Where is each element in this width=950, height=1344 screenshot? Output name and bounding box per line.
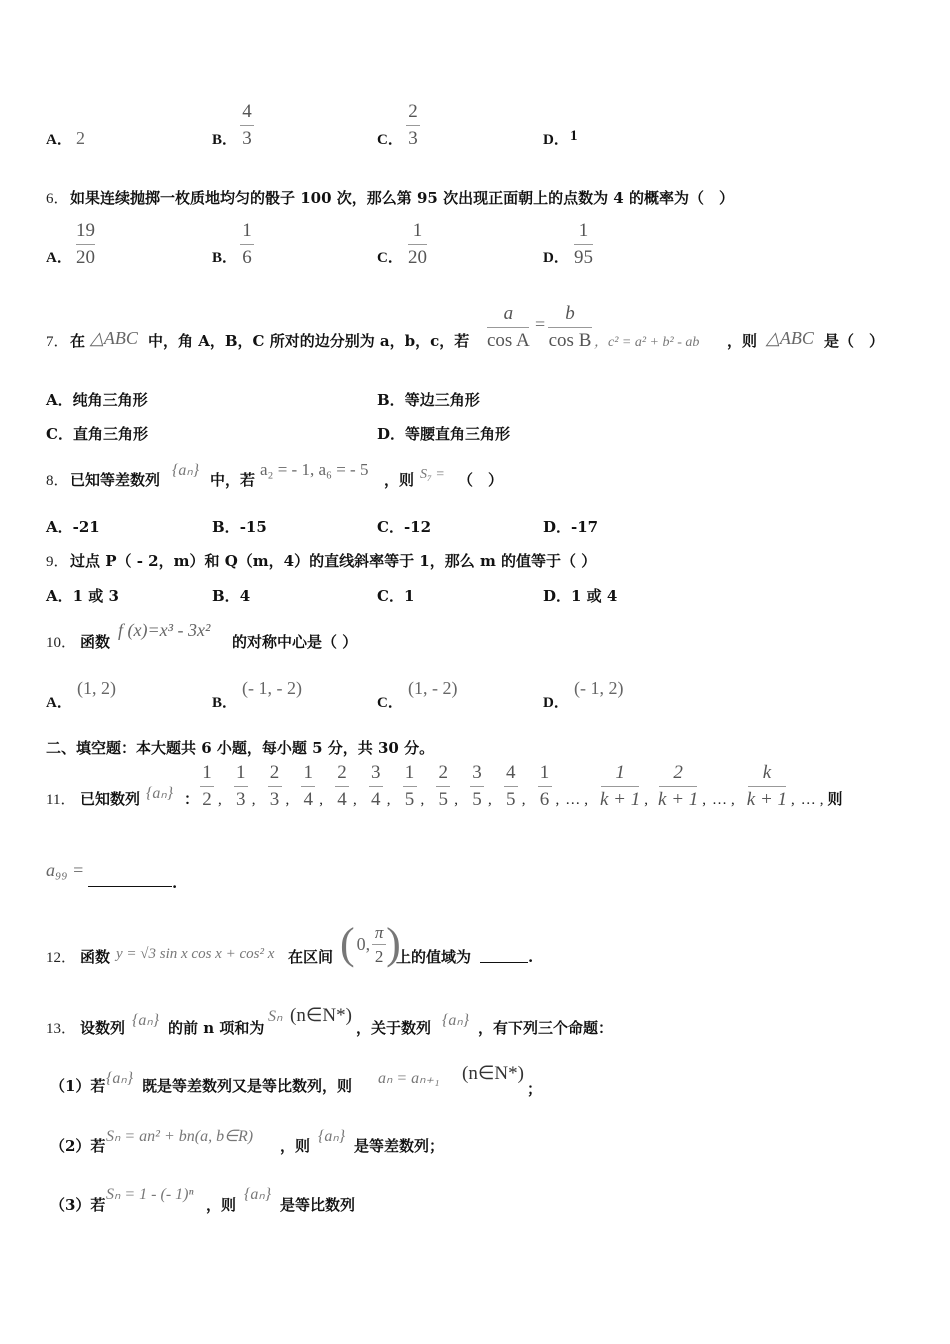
proposition-3-label: （3）若	[50, 1196, 106, 1214]
denominator: 20	[76, 247, 95, 268]
option-b-label: B．	[212, 250, 238, 266]
function-y: y = √3 sin x cos x + cos² x	[116, 946, 275, 962]
option-b-label: B．	[212, 132, 238, 148]
option-c	[377, 516, 431, 537]
question-text-1: 函数	[80, 633, 111, 651]
proposition-1-label: （1）若	[50, 1077, 106, 1095]
equals-sign: =	[535, 314, 546, 334]
numerator: 2	[408, 101, 418, 122]
triangle-abc-2: △ABC	[766, 328, 814, 348]
option-c	[377, 585, 414, 606]
proposition-1-end: ；	[527, 1080, 543, 1098]
comma: ,	[319, 792, 323, 808]
question-number: 6．	[46, 191, 69, 207]
function-fx: f (x)=x³ - 3x²	[118, 620, 211, 640]
proposition-1-domain: (n∈N*)	[462, 1063, 524, 1084]
numerator: 3	[371, 762, 381, 783]
option-d	[377, 423, 510, 444]
option-d	[543, 585, 617, 606]
answer-blank[interactable]	[88, 872, 172, 886]
denominator: 4	[337, 789, 347, 810]
comma: ,	[488, 792, 492, 808]
numerator: 1	[539, 762, 550, 783]
numerator: 1	[615, 762, 625, 783]
sequence-an: {aₙ}	[132, 1012, 160, 1029]
option-d	[543, 516, 598, 537]
option-c-label: C．	[377, 695, 403, 711]
numerator: 1	[236, 762, 246, 783]
condition-c-squared: ，c² = a² + b² - ab	[594, 335, 700, 350]
fraction-b-over-cosB	[548, 303, 592, 352]
comma: ,	[420, 792, 425, 808]
answer-blank[interactable]	[480, 948, 528, 962]
denominator: 3	[242, 128, 252, 149]
option-label: D．	[377, 425, 406, 443]
general-term	[600, 762, 640, 811]
right-paren: )	[386, 919, 401, 968]
ellipsis: …	[712, 792, 728, 808]
question-text-4: （ ）	[458, 471, 504, 489]
option-c-value: (1, - 2)	[408, 678, 458, 698]
denominator: cos B	[548, 330, 592, 351]
question-mid-text: 中，角 A，B，C 所对的边分别为 a，b，c，若	[148, 332, 470, 350]
option-b	[212, 516, 267, 537]
option-a	[46, 389, 148, 410]
comma: ,	[555, 792, 560, 808]
comma: ,	[644, 792, 649, 808]
option-label: C．	[377, 518, 404, 536]
comma: ,	[584, 792, 588, 808]
option-d-label: D．	[543, 695, 569, 711]
comma: ,	[285, 792, 290, 808]
denominator: 5	[506, 789, 516, 810]
sum-sn: Sₙ	[268, 1008, 283, 1025]
comma: ,	[218, 792, 222, 808]
proposition-1-math: aₙ = aₙ₊₁	[378, 1070, 440, 1087]
colon: ：	[184, 790, 200, 808]
option-c-fraction	[406, 101, 420, 150]
denominator: 6	[242, 247, 252, 268]
denominator: 5	[404, 789, 415, 810]
comma: ,	[731, 792, 735, 808]
denominator: 3	[269, 789, 280, 810]
term	[436, 762, 450, 811]
option-text: 1	[403, 587, 415, 605]
denominator: 5	[472, 789, 482, 810]
option-b	[377, 389, 480, 410]
option-label: D．	[543, 587, 572, 605]
option-label: C．	[377, 587, 404, 605]
numerator: 19	[76, 220, 95, 241]
question-text-3: ，则	[384, 471, 415, 489]
question-text-1: 设数列	[80, 1019, 126, 1037]
sequence-an-2: {aₙ}	[442, 1012, 470, 1029]
numerator: 1	[412, 220, 423, 241]
condition-a2-a6: a₂ = - 1, a₆ = - 5	[260, 460, 369, 479]
answer-lhs-a99: a₉₉ =	[46, 860, 85, 880]
numerator: 4	[242, 101, 252, 122]
pi-over-2	[372, 923, 386, 966]
denominator: 4	[303, 789, 313, 810]
option-b-fraction	[240, 220, 254, 269]
numerator: 1	[242, 220, 252, 241]
question-number: 13．	[46, 1021, 77, 1037]
numerator: 2	[269, 762, 280, 783]
then-text: ，则	[727, 332, 758, 350]
option-a	[46, 516, 100, 537]
proposition-2-seq: {aₙ}	[318, 1128, 346, 1145]
option-label: B．	[212, 587, 240, 605]
numerator: 2	[438, 762, 448, 783]
numerator: π	[374, 922, 384, 942]
option-d-label: D．	[543, 132, 569, 148]
option-c	[46, 423, 148, 444]
numerator: 4	[506, 762, 516, 783]
numerator: a	[503, 303, 514, 324]
question-text-2: 的对称中心是（ ）	[232, 633, 358, 651]
question-text-4: ，有下列三个命题：	[478, 1019, 614, 1037]
denominator: k + 1	[658, 789, 699, 810]
option-text: 等腰直角三角形	[405, 425, 511, 443]
period: .	[172, 874, 178, 892]
denominator: 95	[574, 247, 593, 268]
question-number: 9．	[46, 554, 69, 570]
option-text: 纯角三角形	[72, 391, 148, 409]
option-label: B．	[212, 518, 240, 536]
denominator: 4	[371, 789, 381, 810]
option-text: 直角三角形	[72, 425, 148, 443]
numerator: 1	[404, 762, 415, 783]
proposition-1-seq: {aₙ}	[106, 1070, 134, 1087]
option-a-label: A．	[46, 132, 72, 148]
option-b-fraction	[240, 101, 254, 150]
option-d-fraction	[574, 220, 593, 269]
question-text-1: 函数	[80, 948, 111, 966]
option-text: -17	[571, 518, 599, 536]
sequence-an: {aₙ}	[146, 785, 174, 802]
option-a	[46, 585, 119, 606]
denominator: 3	[236, 789, 246, 810]
denominator: 20	[408, 247, 427, 268]
option-label: B．	[377, 391, 405, 409]
comma: ,	[353, 792, 357, 808]
denominator: 5	[438, 789, 448, 810]
term	[200, 762, 214, 811]
option-a-value: 2	[76, 128, 85, 148]
question-text-2: 的前 n 项和为	[168, 1019, 265, 1037]
denominator: k + 1	[600, 789, 641, 810]
question-text: 如果连续抛掷一枚质地均匀的骰子 100 次，那么第 95 次出现正面朝上的点数为 4 的概率为（ ）	[70, 189, 734, 207]
comma: ,	[521, 792, 526, 808]
option-label: A．	[46, 518, 73, 536]
question-text-2: 中，若	[210, 471, 256, 489]
proposition-3-seq: {aₙ}	[244, 1186, 272, 1203]
option-label: D．	[543, 518, 572, 536]
option-a-label: A．	[46, 695, 72, 711]
proposition-2-math: Sₙ = an² + bn(a, b∈R)	[106, 1128, 254, 1145]
then-text: 则	[827, 790, 843, 808]
question-text-3: ，关于数列	[356, 1019, 432, 1037]
sequence-terms	[200, 762, 843, 811]
numerator: k	[762, 762, 772, 783]
term	[301, 762, 315, 811]
period: .	[528, 948, 534, 966]
numerator: 2	[673, 762, 683, 783]
question-text-1: 已知数列	[80, 790, 141, 808]
denominator: 6	[539, 789, 550, 810]
proposition-3-text: 是等比数列	[280, 1196, 356, 1214]
question-number: 12．	[46, 950, 77, 966]
option-b-label: B．	[212, 695, 238, 711]
numerator: 3	[472, 762, 482, 783]
term	[538, 762, 552, 811]
question-number: 11．	[46, 792, 76, 808]
proposition-2-label: （2）若	[50, 1137, 106, 1155]
proposition-3-math: Sₙ = 1 - (- 1)ⁿ	[106, 1186, 194, 1203]
triangle-abc: △ABC	[90, 328, 138, 348]
option-a-fraction	[76, 220, 95, 269]
option-text: 4	[239, 587, 251, 605]
denominator: 2	[374, 946, 384, 966]
numerator: 1	[202, 762, 212, 783]
comma: ,	[454, 792, 458, 808]
comma: ,	[386, 792, 391, 808]
comma: ,	[819, 792, 824, 808]
question-number: 8．	[46, 473, 69, 489]
interval-left: 0,	[356, 933, 371, 954]
domain-n-in-N: (n∈N*)	[290, 1005, 352, 1026]
option-label: A．	[46, 391, 73, 409]
section-2-heading: 二、填空题：本大题共 6 小题，每小题 5 分，共 30 分。	[46, 739, 435, 757]
numerator: 1	[303, 762, 313, 783]
term	[504, 762, 518, 811]
numerator: b	[565, 303, 575, 324]
option-d-value: (- 1, 2)	[574, 678, 624, 698]
option-text: 1 或 4	[571, 587, 618, 605]
term	[403, 762, 417, 811]
term	[470, 762, 484, 811]
sequence-an: {aₙ}	[172, 462, 200, 479]
proposition-2-then: ，则	[280, 1137, 311, 1155]
comma: ,	[702, 792, 707, 808]
option-text: -12	[403, 518, 432, 536]
ellipsis: …	[565, 792, 581, 808]
fraction-a-over-cosA	[487, 303, 530, 352]
option-c-label: C．	[377, 250, 403, 266]
denominator: 3	[408, 128, 418, 149]
option-a-value: (1, 2)	[77, 678, 116, 698]
option-b-value: (- 1, - 2)	[242, 678, 302, 698]
question-suffix: 是（ ）	[824, 332, 885, 350]
proposition-3-then: ，则	[206, 1196, 237, 1214]
question-text-2: 在区间	[288, 948, 334, 966]
term	[268, 762, 282, 811]
option-a-label: A．	[46, 250, 72, 266]
proposition-2-text: 是等差数列；	[354, 1137, 445, 1155]
general-term	[747, 762, 787, 811]
general-term	[658, 762, 698, 811]
option-d-label: D．	[543, 250, 569, 266]
denominator: cos A	[487, 330, 530, 351]
comma: ,	[251, 792, 256, 808]
proposition-1-text: 既是等差数列又是等比数列，则	[142, 1077, 353, 1095]
question-text-1: 已知等差数列	[70, 471, 161, 489]
question-prefix: 在	[70, 332, 86, 350]
interval	[340, 920, 401, 968]
option-d-value: 1	[570, 128, 578, 144]
comma: ,	[791, 792, 795, 808]
option-text: 等边三角形	[404, 391, 480, 409]
left-paren: (	[340, 919, 355, 968]
denominator: k + 1	[746, 789, 788, 810]
denominator: 2	[202, 789, 212, 810]
term	[335, 762, 349, 811]
option-label: C．	[46, 425, 73, 443]
option-label: A．	[46, 587, 73, 605]
numerator: 2	[337, 762, 347, 783]
target-s7: S₇ =	[420, 467, 445, 482]
option-text: -15	[239, 518, 267, 536]
option-text: 1 或 3	[72, 587, 119, 605]
option-c-fraction	[408, 220, 427, 269]
option-text: -21	[72, 518, 100, 536]
term	[369, 762, 383, 811]
option-c-label: C．	[377, 132, 403, 148]
question-number: 10．	[46, 635, 77, 651]
numerator: 1	[578, 220, 589, 241]
ellipsis: …	[800, 792, 816, 808]
question-text: 过点 P（ - 2，m）和 Q（m，4）的直线斜率等于 1，那么 m 的值等于（ ）	[70, 552, 597, 570]
term	[234, 762, 248, 811]
question-text-3: 上的值域为	[396, 948, 472, 966]
question-number: 7．	[46, 334, 69, 350]
option-b	[212, 585, 250, 606]
